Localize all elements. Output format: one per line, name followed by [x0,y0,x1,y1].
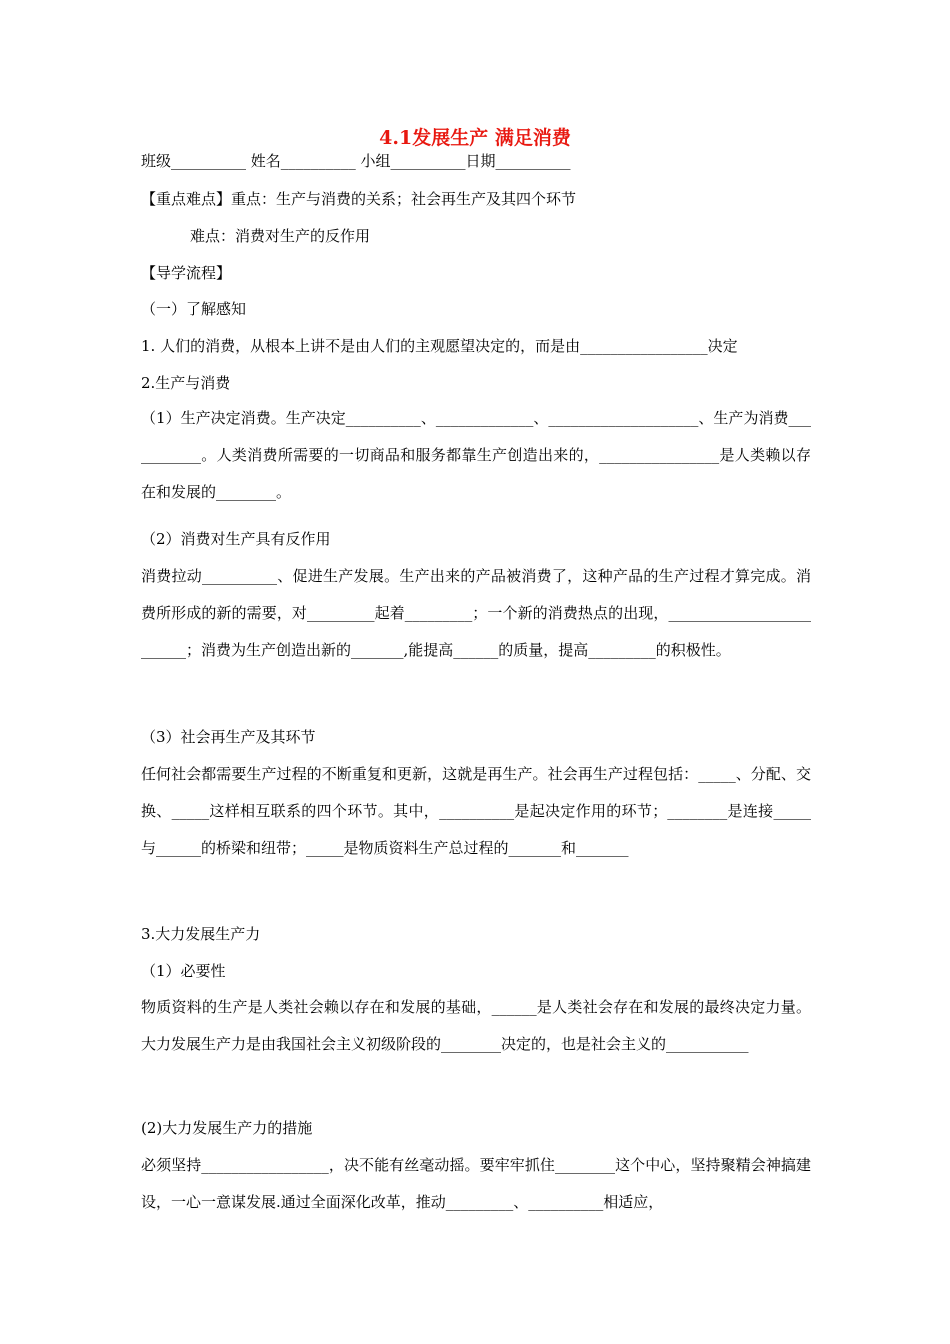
item-3-2-heading: (2)大力发展生产力的措施 [141,1119,313,1137]
page-title: 4.1发展生产 满足消费 [379,127,571,149]
item-2-3-paragraph: 任何社会都需要生产过程的不断重复和更新，这就是再生产。社会再生产过程包括：_____、分配、交换、_____这样相互联系的四个环节。其中，__________是起决定作用的环节；________是连接_____与______的桥梁和纽带；_____是物质资料生产总过程的_______和_______ [141,765,811,857]
item-2-2-paragraph: 消费拉动__________、促进生产发展。生产出来的产品被消费了，这种产品的生产过程才算完成。消费所形成的新的需要，对_________起着_________；一个新的消费热点的出现，_________________________；消费为生产创造出新的_______,能提高______的质量，提高_________的积极性。 [141,567,811,659]
item-2-2-heading: （2）消费对生产具有反作用 [141,530,331,548]
header-fields: 班级__________ 姓名__________ 小组__________日期__________ [141,152,571,170]
item-2-heading: 2.生产与消费 [141,374,231,392]
section-1-heading: （一）了解感知 [141,300,247,318]
item-3-heading: 3.大力发展生产力 [141,925,261,943]
key-points: 【重点难点】重点：生产与消费的关系；社会再生产及其四个环节 [141,190,577,208]
flow-heading: 【导学流程】 [141,264,232,282]
item-2-3-heading: （3）社会再生产及其环节 [141,728,316,746]
item-3-1-paragraph: 物质资料的生产是人类社会赖以存在和发展的基础，______是人类社会存在和发展的最终决定力量。大力发展生产力是由我国社会主义初级阶段的________决定的，也是社会主义的___________ [141,998,811,1053]
item-3-2-paragraph: 必须坚持_________________，决不能有丝毫动摇。要牢牢抓住________这个中心，坚持聚精会神搞建设，一心一意谋发展.通过全面深化改革，推动_________、__________相适应， [141,1156,811,1211]
difficulty-points: 难点：消费对生产的反作用 [190,227,371,245]
item-3-1-heading: （1）必要性 [141,962,226,980]
item-2-1-paragraph: （1）生产决定消费。生产决定__________、_____________、____________________、生产为消费___________。人类消费所需要的一切商品和服务都靠生产创造出来的，________________是人类赖以存在和发展的________。 [141,409,811,501]
item-1: 1. 人们的消费，从根本上讲不是由人们的主观愿望决定的，而是由_________________决定 [141,337,738,355]
